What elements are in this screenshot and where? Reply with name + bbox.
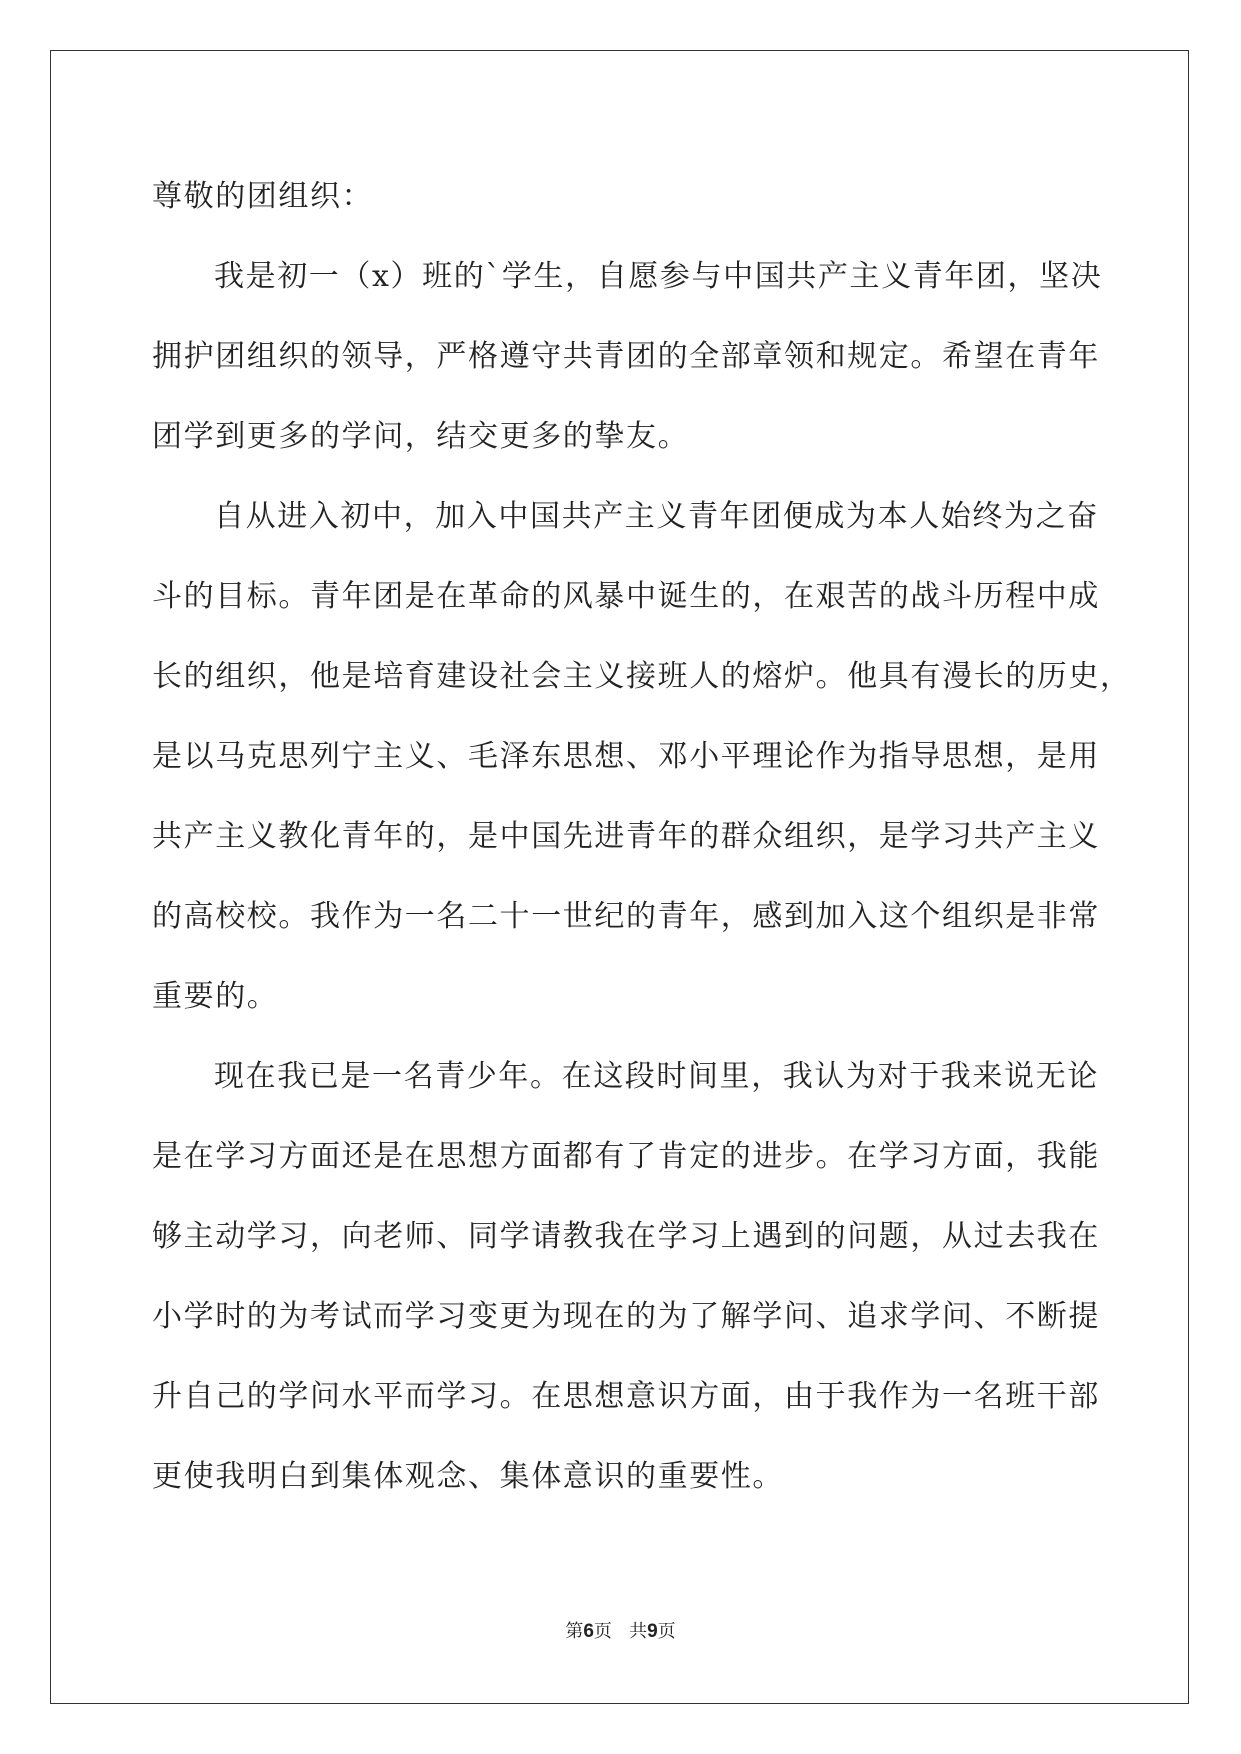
paragraph-line: 更使我明白到集体观念、集体意识的重要性。 bbox=[152, 1459, 784, 1494]
page-footer bbox=[0, 1617, 1241, 1643]
paragraph-line: 共产主义教化青年的，是中国先进青年的群众组织，是学习共产主义 bbox=[152, 819, 1100, 854]
paragraph-line: 升自己的学问水平而学习。在思想意识方面，由于我作为一名班干部 bbox=[152, 1379, 1100, 1414]
paragraph-line: 是以马克思列宁主义、毛泽东思想、邓小平理论作为指导思想，是用 bbox=[152, 739, 1100, 774]
paragraph-line: 重要的。 bbox=[152, 979, 279, 1014]
paragraph-line: 斗的目标。青年团是在革命的风暴中诞生的，在艰苦的战斗历程中成 bbox=[152, 579, 1100, 614]
footer-prefix: 第 bbox=[565, 1621, 584, 1642]
salutation-line: 尊敬的团组织： bbox=[152, 179, 374, 214]
paragraph-line: 拥护团组织的领导，严格遵守共青团的全部章领和规定。希望在青年 bbox=[152, 339, 1100, 374]
paragraph-line: 够主动学习，向老师、同学请教我在学习上遇到的问题，从过去我在 bbox=[152, 1219, 1100, 1254]
paragraph-line: 的高校校。我作为一名二十一世纪的青年，感到加入这个组织是非常 bbox=[152, 899, 1100, 934]
paragraph-line: 自从进入初中，加入中国共产主义青年团便成为本人始终为之奋 bbox=[214, 499, 1099, 534]
paragraph-line: 是在学习方面还是在思想方面都有了肯定的进步。在学习方面，我能 bbox=[152, 1139, 1100, 1174]
document-body bbox=[152, 157, 1132, 1517]
total-page-number: 9 bbox=[647, 1621, 658, 1642]
footer-mid: 页 共 bbox=[593, 1621, 648, 1642]
paragraph-line: 现在我已是一名青少年。在这段时间里，我认为对于我来说无论 bbox=[214, 1059, 1099, 1094]
paragraph-line: 长的组织，他是培育建设社会主义接班人的熔炉。他具有漫长的历史， bbox=[152, 659, 1132, 694]
footer-suffix: 页 bbox=[657, 1621, 676, 1642]
paragraph-line: 团学到更多的学问，结交更多的挚友。 bbox=[152, 419, 690, 454]
paragraph-line: 我是初一（x）班的`学生，自愿参与中国共产主义青年团，坚决 bbox=[214, 259, 1103, 294]
paragraph-line: 小学时的为考试而学习变更为现在的为了解学问、追求学问、不断提 bbox=[152, 1299, 1100, 1334]
current-page-number: 6 bbox=[583, 1621, 594, 1642]
